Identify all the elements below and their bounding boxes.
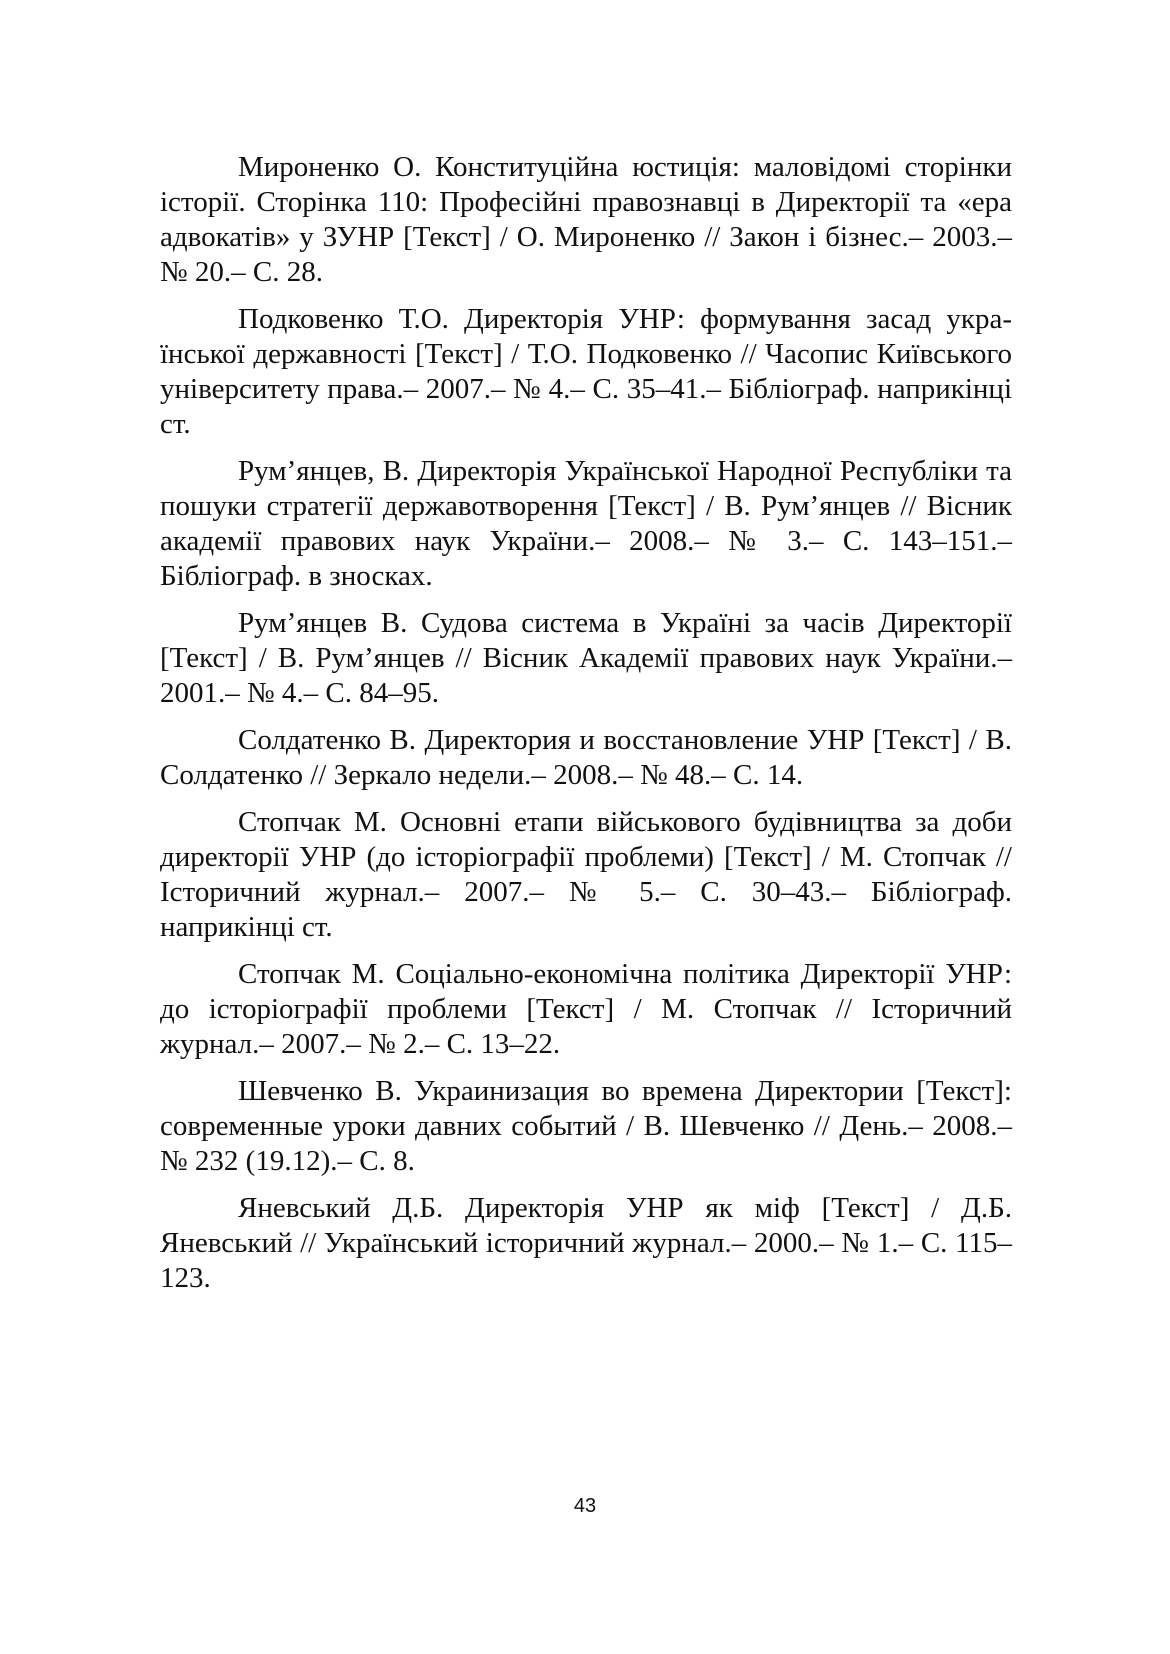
bibliography-entry-shevchenko: Шевченко В. Украинизация во времена Директории [Текст]: современные уроки давних событий / В. Шевченко // День.– 2008.– № 232 (19.12).– С. 8. bbox=[160, 1075, 1012, 1177]
bibliography-entry-rumiantsev-2001: Рум’янцев В. Судова система в Україні за часів Директорії [Текст] / В. Рум’янцев // Вісник Академії правових наук України.– 2001.– № 4.– С. 84–95. bbox=[160, 607, 1012, 709]
page-number: 43 bbox=[573, 1495, 597, 1517]
bibliography-entry-rumiantsev-2008: Рум’янцев, В. Директорія Української Народної Республіки та пошуки стратегії державотворення [Текст] / В. Рум’янцев // Вісник академії правових наук України.– 2008.– № 3.– С. 143–151.– Бібліограф. в зносках. bbox=[160, 455, 1012, 592]
bibliography-entry-soldatenko: Солдатенко В. Директория и восстановление УНР [Текст] / В. Солдатенко // Зеркало недели.– 2008.– № 48.– С. 14. bbox=[160, 724, 1012, 791]
bibliography-entry-myronenko: Мироненко О. Конституційна юстиція: маловідомі сторінки історії. Сторінка 110: Професійні правознавці в Директорії та «ера адвокатів» у ЗУНР [Текст] / О. Мироненко // Закон і бізнес.– 2003.– № 20.– С. 28. bbox=[160, 151, 1012, 288]
bibliography-entry-stopchak-economic: Стопчак М. Соціально-економічна політика Директорії УНР: до історіографії проблеми [Текст] / М. Стопчак // Історичний журнал.– 2007.– № 2.– С. 13–22. bbox=[160, 958, 1012, 1060]
bibliography-list bbox=[160, 150, 1012, 1308]
bibliography-entry-yanevskyi: Яневський Д.Б. Директорія УНР як міф [Текст] / Д.Б. Яневський // Український історичний журнал.– 2000.– № 1.– С. 115–123. bbox=[160, 1192, 1012, 1294]
bibliography-entry-podkovenko: Подковенко Т.О. Директорія УНР: формування засад української державності [Текст] / Т.О. Подковенко // Часопис Київського університету права.– 2007.– № 4.– С. 35–41.– Бібліограф. наприкінці ст. bbox=[160, 303, 1012, 440]
bibliography-entry-stopchak-military: Стопчак М. Основні етапи військового будівництва за доби директорії УНР (до історіографії проблеми) [Текст] / М. Стопчак // Історичний журнал.– 2007.– № 5.– С. 30–43.– Бібліограф. наприкінці ст. bbox=[160, 806, 1012, 943]
